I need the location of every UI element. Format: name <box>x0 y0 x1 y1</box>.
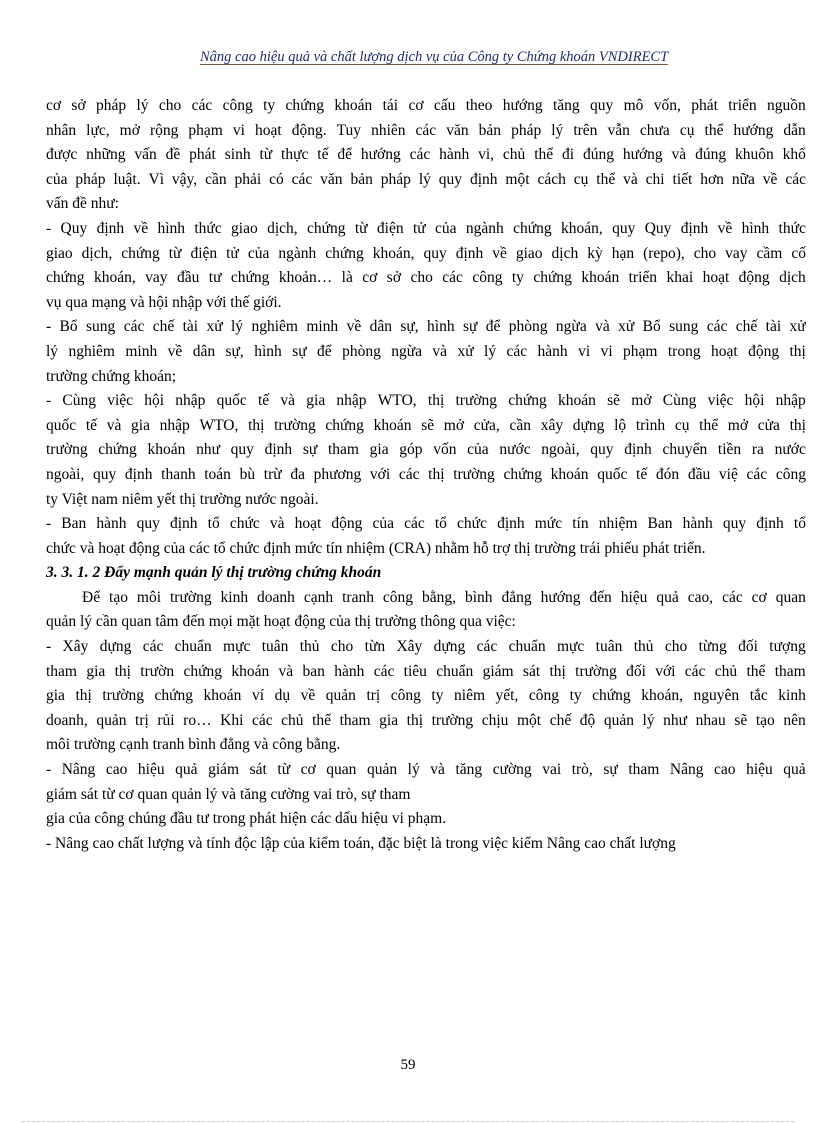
text-line: - Nâng cao hiệu quả giám sát từ cơ quan quản lý và tăng cường vai trò, sự tham Nâng cao hiệu quả <box>46 761 806 779</box>
text-line: Để tạo môi trường kinh doanh cạnh tranh công bằng, bình đẳng hướng đến hiệu quả cao, các cơ quan <box>82 588 806 606</box>
text-line: giám sát từ cơ quan quản lý và tăng cường vai trò, sự tham <box>46 785 411 803</box>
text-line: - Bổ sung các chế tài xử lý nghiêm minh về dân sự, hình sự để phòng ngừa và xử Bổ sung các chế tài xử <box>46 318 806 336</box>
text-line: vụ qua mạng và hội nhập với thế giới. <box>46 293 282 311</box>
page-number: 59 <box>400 1057 416 1073</box>
text-line: - Xây dựng các chuẩn mực tuân thủ cho từn Xây dựng các chuẩn mực tuân thủ cho từng đối tượng <box>46 638 806 656</box>
text-line: ty Việt nam niêm yết thị trường nước ngoài. <box>46 490 319 508</box>
text-line: - Ban hành quy định tổ chức và hoạt động của các tổ chức định mức tín nhiệm Ban hành quy định tổ <box>46 515 806 533</box>
footer-divider <box>22 1121 794 1122</box>
text-line: được những vấn đề phát sinh từ thực tế để hướng các hành vi, chủ thể đi đúng hướng và đúng khuôn khổ <box>46 146 806 164</box>
text-line: quốc tế và gia nhập WTO, thị trường chứng khoán sẽ mở cửa, cần xây dựng lộ trình cụ thể mở cửa thị <box>46 416 806 434</box>
text-line: gia thị trường chứng khoán ví dụ về quản trị công ty niêm yết, công ty chứng khoán, nguyên tắc kinh <box>46 687 806 705</box>
body-text <box>46 94 806 856</box>
text-line: trường chứng khoán như quy định sự tham gia góp vốn của nước ngoài, quy định chuyển tiền ra nước <box>46 441 806 459</box>
text-line: - Cùng việc hội nhập quốc tế và gia nhập WTO, thị trường chứng khoán sẽ mở Cùng việc hội nhập <box>46 392 806 410</box>
text-line: tham gia thị trườn chứng khoán và ban hành các tiêu chuẩn giám sát thị trường đối với các chủ thể tham <box>46 662 806 680</box>
text-line: chứng khoán, vay đầu tư chứng khoản… là cơ sở cho các công ty chứng khoán triển khai hoạt động dịch <box>46 269 806 287</box>
text-line: quản lý cần quan tâm đến mọi mặt hoạt động của thị trường thông qua việc: <box>46 613 516 631</box>
text-line: của pháp luật. Vì vậy, cần phải có các văn bản pháp lý quy định một cách cụ thể và chi tiết hơn nữa về các <box>46 170 806 188</box>
text-line: môi trường cạnh tranh bình đẳng và công bằng. <box>46 736 341 754</box>
text-line: cơ sở pháp lý cho các công ty chứng khoán tái cơ cấu theo hướng tăng quy mô vốn, phát triển nguồn <box>46 97 806 114</box>
text-line: vấn đề như: <box>46 195 119 213</box>
text-line: chức và hoạt động của các tổ chức định mức tín nhiệm (CRA) nhằm hỗ trợ thị trường trái phiếu phát triển. <box>46 539 706 557</box>
text-line: lý nghiêm minh về dân sự, hình sự để phòng ngừa và xử lý các hành vi vi phạm trong hoạt động thị <box>46 342 806 360</box>
running-header: Nâng cao hiệu quả và chất lượng dịch vụ của Công ty Chứng khoán VNDIRECT <box>200 49 669 65</box>
text-line: ngoài, quy định thanh toán bù trừ đa phương với các thị trường chứng khoán quốc tế đón đầu việ các công <box>46 465 806 483</box>
text-line: nhân lực, mở rộng phạm vi hoạt động. Tuy nhiên các văn bản pháp lý trên vẫn chưa cụ thể hướng dẫn <box>46 121 806 139</box>
section-heading: 3. 3. 1. 2 Đẩy mạnh quản lý thị trường chứng khoán <box>46 564 382 582</box>
text-line: - Quy định về hình thức giao dịch, chứng từ điện tử của ngành chứng khoán, quy Quy định về hình thức <box>46 219 806 237</box>
text-line: trường chứng khoán; <box>46 367 177 385</box>
text-line: gia của công chúng đầu tư trong phát hiện các dấu hiệu vi phạm. <box>46 810 447 828</box>
text-line: - Nâng cao chất lượng và tính độc lập của kiểm toán, đặc biệt là trong việc kiểm Nâng cao chất lượng <box>46 834 676 852</box>
text-line: doanh, quản trị rủi ro… Khi các chủ thể tham gia thị trường chịu một chế độ quản lý như nhau sẽ tạo nên <box>46 711 806 729</box>
text-line: giao dịch, chứng từ điện tử của ngành chứng khoán, quy định về giao dịch kỳ hạn (repo), cho vay cầm cố <box>46 244 806 262</box>
